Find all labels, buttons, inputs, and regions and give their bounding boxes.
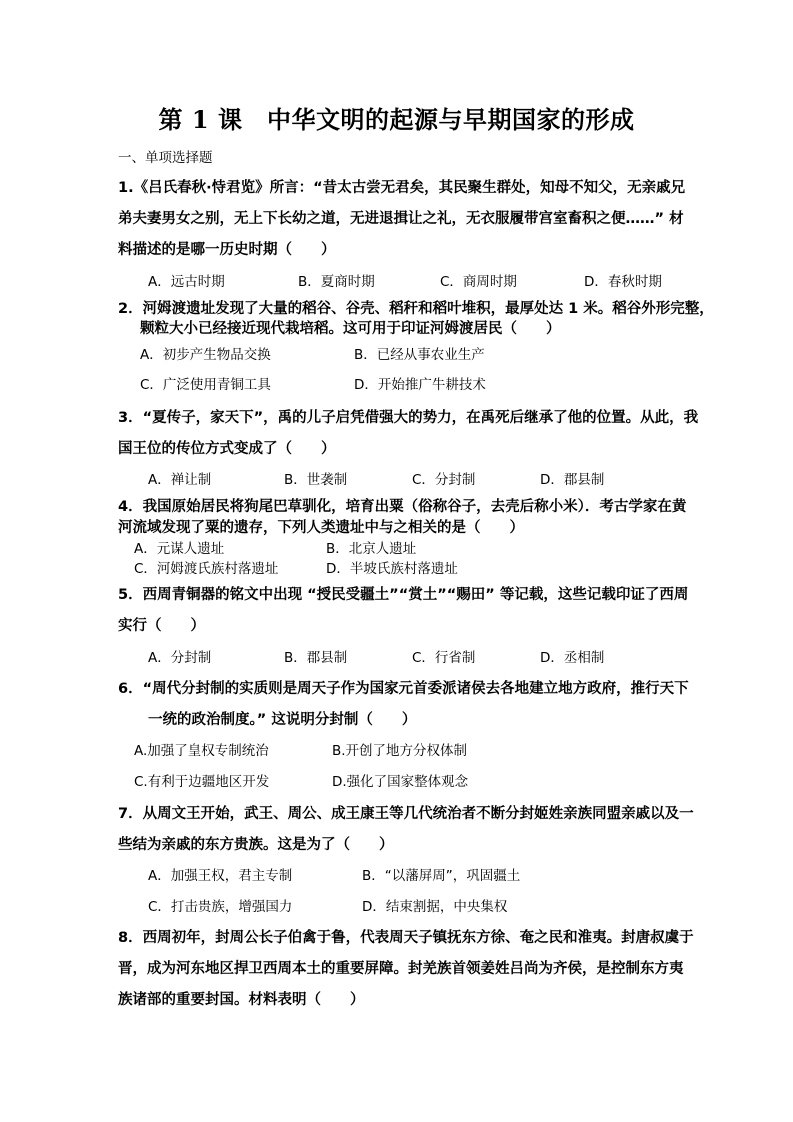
question-6-option-b[interactable]: B.开创了地方分权体制 — [332, 743, 468, 759]
question-1-line-2: 弟夫妻男女之别，无上下长幼之道，无进退揖让之礼，无衣服履带宫室畜积之便……” 材 — [118, 211, 684, 227]
question-2-line-2: 颗粒大小已经接近现代栽培稻。这可用于印证河姆渡居民（ ） — [140, 321, 561, 337]
question-4-line-2: 河流域发现了粟的遗存，下列人类遗址中与之相关的是（ ） — [118, 520, 524, 536]
question-7-line-2: 些结为亲戚的东方贵族。这是为了（ ） — [118, 837, 394, 853]
question-4-option-a[interactable]: A．元谋人遗址 — [134, 541, 225, 557]
question-5-line-2: 实行（ ） — [118, 618, 205, 634]
question-4-option-c[interactable]: C．河姆渡氏族村落遗址 — [134, 561, 279, 577]
question-1-line-1: 1.《吕氏春秋·恃君览》所言：“昔太古尝无君矣，其民聚生群处，知母不知父，无亲戚兄 — [118, 180, 686, 196]
question-5-option-b[interactable]: B．郡县制 — [284, 650, 348, 666]
question-2-option-d[interactable]: D．开始推广牛耕技术 — [354, 377, 486, 393]
question-2-option-c[interactable]: C．广泛使用青铜工具 — [140, 377, 271, 393]
section-heading: 一、单项选择题 — [118, 150, 213, 166]
question-7-option-c[interactable]: C．打击贵族，增强国力 — [148, 899, 293, 915]
question-3-option-b[interactable]: B．世袭制 — [284, 472, 348, 488]
question-3-option-a[interactable]: A．禅让制 — [148, 472, 212, 488]
question-3-option-d[interactable]: D．郡县制 — [540, 472, 605, 488]
question-1-option-b[interactable]: B．夏商时期 — [298, 274, 375, 290]
question-7-line-1: 7．从周文王开始，武王、周公、成王康王等几代统治者不断分封姬姓亲族同盟亲戚以及一 — [118, 806, 694, 822]
question-1-line-3: 料描述的是哪一历史时期（ ） — [118, 242, 336, 258]
question-6-option-d[interactable]: D.强化了国家整体观念 — [332, 774, 469, 790]
question-5-option-c[interactable]: C．行省制 — [412, 650, 476, 666]
question-4-line-1: 4．我国原始居民将狗尾巴草驯化，培育出粟（俗称谷子，去壳后称小米）．考古学家在黄 — [118, 499, 687, 515]
question-8-line-2: 晋，成为河东地区捍卫西周本土的重要屏障。封羌族首领姜姓吕尚为齐侯，是控制东方夷 — [118, 961, 684, 977]
question-7-option-b[interactable]: B．“以藩屏周”，巩固疆土 — [362, 868, 521, 884]
question-6-option-c[interactable]: C.有利于边疆地区开发 — [134, 774, 270, 790]
question-8-line-3: 族诸部的重要封国。材料表明（ ） — [118, 992, 365, 1008]
question-1-option-a[interactable]: A．远古时期 — [148, 274, 225, 290]
question-1-option-c[interactable]: C．商周时期 — [440, 274, 517, 290]
question-5-line-1: 5．西周青铜器的铭文中出现 “授民受疆土”“赏土”“赐田” 等记载，这些记载印证了西周 — [118, 587, 689, 603]
question-3-line-1: 3．“夏传子，家天下”，禹的儿子启凭借强大的势力，在禹死后继承了他的位置。从此，我 — [118, 410, 699, 426]
question-2-option-b[interactable]: B．已经从事农业生产 — [354, 347, 485, 363]
question-1-option-d[interactable]: D．春秋时期 — [584, 274, 662, 290]
question-2-line-1: 2．河姆渡遗址发现了大量的稻谷、谷壳、稻秆和稻叶堆积，最厚处达 1 米。稻谷外形完整， — [118, 301, 714, 317]
question-6-option-a[interactable]: A.加强了皇权专制统治 — [134, 743, 269, 759]
question-2-option-a[interactable]: A．初步产生物品交换 — [140, 347, 271, 363]
question-7-option-d[interactable]: D．结束割据，中央集权 — [362, 899, 508, 915]
question-3-option-c[interactable]: C．分封制 — [412, 472, 476, 488]
question-5-option-a[interactable]: A．分封制 — [148, 650, 212, 666]
question-7-option-a[interactable]: A．加强王权，君主专制 — [148, 868, 293, 884]
question-6-line-2: 一统的政治制度。” 这说明分封制（ ） — [148, 712, 417, 728]
question-4-option-d[interactable]: D．半坡氏族村落遗址 — [326, 561, 458, 577]
question-3-line-2: 国王位的传位方式变成了（ ） — [118, 441, 336, 457]
question-4-option-b[interactable]: B．北京人遗址 — [326, 541, 417, 557]
page-title: 第 1 课 中华文明的起源与早期国家的形成 — [158, 105, 635, 134]
question-5-option-d[interactable]: D．丞相制 — [540, 650, 605, 666]
question-6-line-1: 6．“周代分封制的实质则是周天子作为国家元首委派诸侯去各地建立地方政府，推行天下 — [118, 681, 689, 697]
question-8-line-1: 8．西周初年，封周公长子伯禽于鲁，代表周天子镇抚东方徐、奄之民和淮夷。封唐叔虞于 — [118, 930, 694, 946]
